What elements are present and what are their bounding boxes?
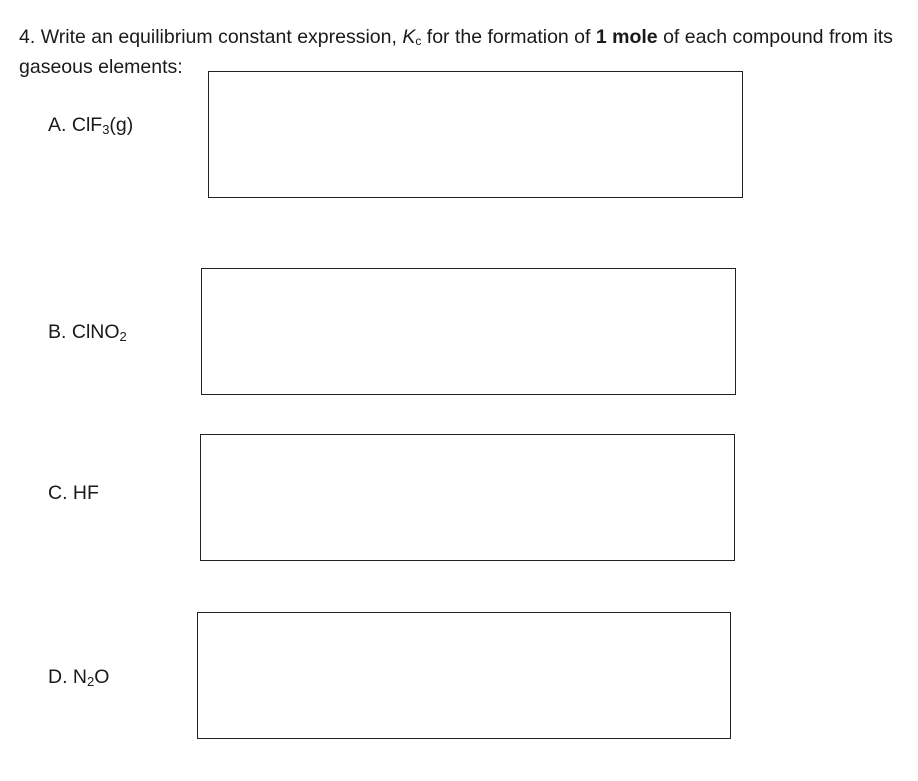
- formula-text: (g): [109, 114, 134, 136]
- formula-text: O: [94, 666, 110, 688]
- question-bold-text: 1 mole: [595, 26, 658, 48]
- answer-box-d[interactable]: [197, 612, 731, 739]
- formula-subscript: 2: [119, 329, 127, 344]
- item-label-b: [48, 320, 127, 349]
- item-formula: [73, 482, 99, 504]
- formula-text: ClNO: [71, 321, 120, 343]
- formula-text: N: [72, 666, 88, 688]
- formula-text: ClF: [71, 114, 103, 136]
- kc-symbol: [402, 26, 421, 48]
- item-letter: A.: [48, 114, 67, 136]
- item-letter: D.: [48, 666, 68, 688]
- question-text-end: of each compound from its gaseous elements:: [19, 26, 893, 78]
- formula-subscript: 3: [102, 122, 110, 137]
- kc-letter: K: [402, 26, 416, 48]
- formula-subscript: 2: [87, 674, 95, 689]
- item-formula: [72, 321, 127, 343]
- question-number: 4.: [19, 26, 36, 48]
- formula-text: HF: [72, 482, 99, 504]
- item-letter: C.: [48, 482, 68, 504]
- kc-subscript: c: [415, 34, 422, 48]
- answer-box-b[interactable]: [201, 268, 736, 395]
- question-text-middle: for the formation of: [426, 26, 591, 48]
- item-label-c: [48, 481, 99, 505]
- item-label-d: [48, 665, 109, 694]
- item-label-a: [48, 113, 133, 142]
- answer-box-a[interactable]: [208, 71, 743, 198]
- answer-box-c[interactable]: [200, 434, 735, 561]
- item-formula: [73, 666, 110, 688]
- question-text-start: Write an equilibrium constant expression,: [40, 26, 397, 48]
- item-letter: B.: [48, 321, 67, 343]
- item-formula: [72, 114, 133, 136]
